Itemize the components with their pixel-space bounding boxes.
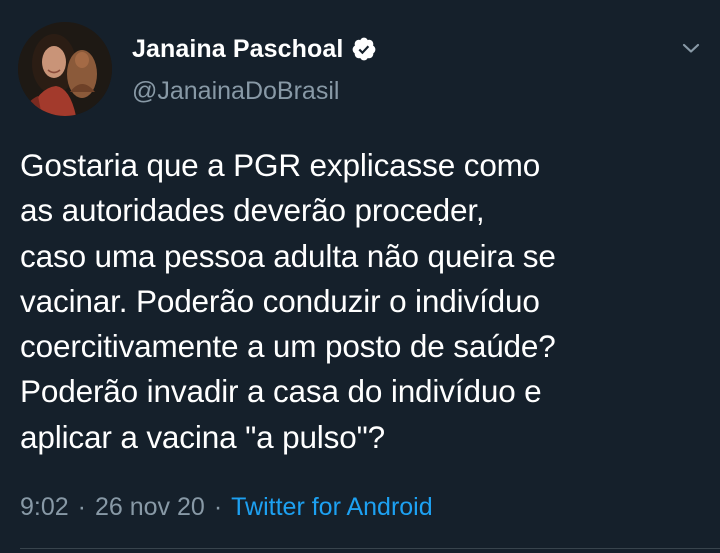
chevron-down-icon[interactable] xyxy=(679,36,703,60)
tweet-date[interactable]: 26 nov 20 xyxy=(95,493,205,521)
author-row xyxy=(132,34,377,64)
verified-badge-icon xyxy=(351,36,377,62)
handle[interactable]: @JanainaDoBrasil xyxy=(132,77,340,105)
tweet-meta xyxy=(20,490,433,524)
meta-separator: · xyxy=(77,493,86,521)
avatar[interactable] xyxy=(18,22,112,116)
divider xyxy=(20,548,720,549)
avatar-image xyxy=(18,22,112,116)
meta-separator-2: · xyxy=(213,493,223,521)
display-name[interactable]: Janaina Paschoal xyxy=(132,35,344,63)
tweet-source-link[interactable]: Twitter for Android xyxy=(231,493,433,521)
tweet-text: Gostaria que a PGR explicasse como as autoridades deverão proceder, caso uma pessoa adulta não queira se vacinar. Poderão conduzir o indivíduo coercitivamente a um posto de saúde? Poderão invadir a casa do indivíduo e aplicar a vacina "a pulso"? xyxy=(20,147,556,455)
tweet-time[interactable]: 9:02 xyxy=(20,493,69,521)
